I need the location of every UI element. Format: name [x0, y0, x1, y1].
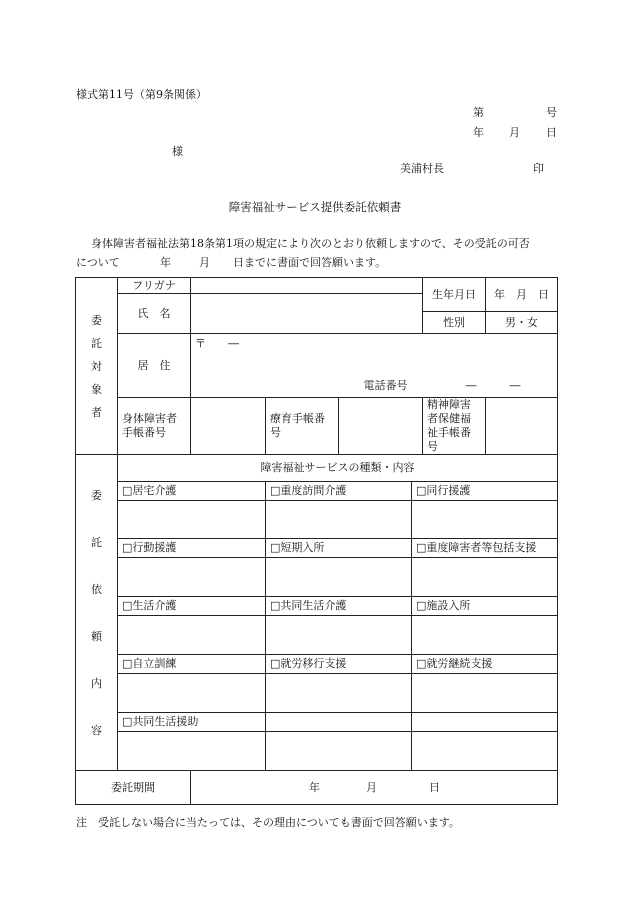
- seal-mark: 印: [533, 162, 544, 175]
- service-detail-field[interactable]: [412, 674, 558, 713]
- doc-no-suffix: 号: [546, 106, 557, 119]
- service-detail-field[interactable]: [412, 501, 558, 539]
- section2-char: 容: [91, 723, 102, 737]
- service-checkbox[interactable]: □同行援護: [412, 482, 558, 501]
- date-day: 日: [546, 126, 557, 139]
- period-day: 日: [429, 781, 440, 794]
- name-label: 氏 名: [118, 294, 191, 334]
- service-detail-field[interactable]: [118, 732, 266, 771]
- service-row: [76, 713, 558, 732]
- page-title: 障害福祉サービス提供委託依頼書: [228, 200, 402, 214]
- sex-field[interactable]: 男・女: [486, 312, 558, 334]
- postal-row: [76, 334, 558, 354]
- body-line2-prefix: について: [76, 256, 120, 269]
- body-line2-month: 月: [199, 256, 210, 269]
- body-line2-year: 年: [160, 256, 171, 269]
- phone-field[interactable]: ― ―: [412, 376, 558, 398]
- section2-char: 内: [91, 676, 102, 690]
- sender-name: 美浦村長: [400, 162, 444, 175]
- service-checkbox[interactable]: □生活介護: [118, 597, 266, 616]
- section1-char: 委: [91, 313, 102, 327]
- date-year: 年: [473, 126, 484, 139]
- period-row: [76, 771, 558, 805]
- service-checkbox[interactable]: □居宅介護: [118, 482, 266, 501]
- service-detail-field[interactable]: [412, 558, 558, 597]
- service-detail-field[interactable]: [118, 501, 266, 539]
- services-header: 障害福祉サービスの種類・内容: [118, 455, 558, 482]
- service-detail-row: [76, 501, 558, 539]
- service-checkbox-empty: [266, 713, 412, 732]
- service-detail-field[interactable]: [266, 501, 412, 539]
- furigana-row: [76, 278, 558, 294]
- section2-char: 依: [91, 582, 102, 596]
- ryoiku-cert-field[interactable]: [339, 398, 423, 455]
- service-checkbox[interactable]: □重度障害者等包括支援: [412, 539, 558, 558]
- service-detail-row: [76, 732, 558, 771]
- service-detail-field[interactable]: [266, 616, 412, 655]
- mental-cert-field[interactable]: [486, 398, 558, 455]
- address-label: 居 住: [118, 334, 191, 398]
- date-month: 月: [509, 126, 520, 139]
- service-checkbox[interactable]: □自立訓練: [118, 655, 266, 674]
- body-text-line2: [76, 254, 406, 268]
- section1-char: 者: [91, 405, 102, 419]
- service-detail-field: [266, 732, 412, 771]
- service-detail-field[interactable]: [118, 558, 266, 597]
- section2-char: 頼: [91, 629, 102, 643]
- service-detail-field[interactable]: [266, 558, 412, 597]
- address-field[interactable]: [191, 354, 558, 376]
- service-checkbox-empty: [412, 713, 558, 732]
- section1-char: 対: [91, 359, 102, 373]
- sex-label: 性別: [423, 312, 486, 334]
- period-month: 月: [366, 781, 377, 794]
- period-label: 委託期間: [76, 771, 191, 805]
- furigana-field[interactable]: [191, 278, 423, 294]
- phone-label: 電話番号: [191, 376, 412, 398]
- service-detail-row: [76, 674, 558, 713]
- service-checkbox[interactable]: □共同生活介護: [266, 597, 412, 616]
- certificate-row: [76, 398, 558, 455]
- service-detail-row: [76, 558, 558, 597]
- period-year: 年: [309, 781, 320, 794]
- addressee-suffix: 様: [172, 145, 183, 158]
- section1-char: 象: [91, 382, 102, 396]
- period-field[interactable]: [191, 771, 558, 805]
- physical-cert-field[interactable]: [191, 398, 266, 455]
- physical-cert-label: 身体障害者手帳番号: [118, 398, 191, 455]
- service-detail-field[interactable]: [118, 674, 266, 713]
- doc-no-label: 第: [473, 106, 484, 119]
- section-target-person: [76, 278, 118, 455]
- body-line2-suffix: 日までに書面で回答願います。: [233, 256, 387, 269]
- service-detail-field: [412, 732, 558, 771]
- service-detail-field[interactable]: [412, 616, 558, 655]
- service-checkbox[interactable]: □施設入所: [412, 597, 558, 616]
- request-form-table: [75, 277, 558, 805]
- service-checkbox[interactable]: □就労移行支援: [266, 655, 412, 674]
- service-checkbox[interactable]: □短期入所: [266, 539, 412, 558]
- birthdate-field[interactable]: 年 月 日: [486, 278, 558, 312]
- section2-char: 託: [91, 535, 102, 549]
- form-number: 様式第11号（第9条関係）: [76, 88, 207, 101]
- ryoiku-cert-label: 療育手帳番号: [266, 398, 339, 455]
- service-detail-row: [76, 616, 558, 655]
- section1-char: 託: [91, 336, 102, 350]
- name-field[interactable]: [191, 294, 423, 334]
- service-row: [76, 655, 558, 674]
- furigana-label: フリガナ: [118, 278, 191, 294]
- postal-code-field[interactable]: 〒 ―: [191, 334, 558, 354]
- service-detail-field[interactable]: [266, 674, 412, 713]
- body-text-line1: 身体障害者福祉法第18条第1項の規定により次のとおり依頼しますので、その受託の可否: [91, 237, 530, 250]
- service-checkbox[interactable]: □就労継続支援: [412, 655, 558, 674]
- footnote: 注 受託しない場合に当たっては、その理由についても書面で回答願います。: [76, 816, 460, 829]
- service-row: [76, 539, 558, 558]
- service-row: [76, 482, 558, 501]
- services-header-row: [76, 455, 558, 482]
- birthdate-label: 生年月日: [423, 278, 486, 312]
- service-checkbox[interactable]: □行動援護: [118, 539, 266, 558]
- service-checkbox[interactable]: □重度訪問介護: [266, 482, 412, 501]
- service-detail-field[interactable]: [118, 616, 266, 655]
- service-row: [76, 597, 558, 616]
- section-request-content: [76, 455, 118, 771]
- service-checkbox[interactable]: □共同生活援助: [118, 713, 266, 732]
- section2-char: 委: [91, 488, 102, 502]
- mental-cert-label: 精神障害者保健福祉手帳番号: [423, 398, 486, 455]
